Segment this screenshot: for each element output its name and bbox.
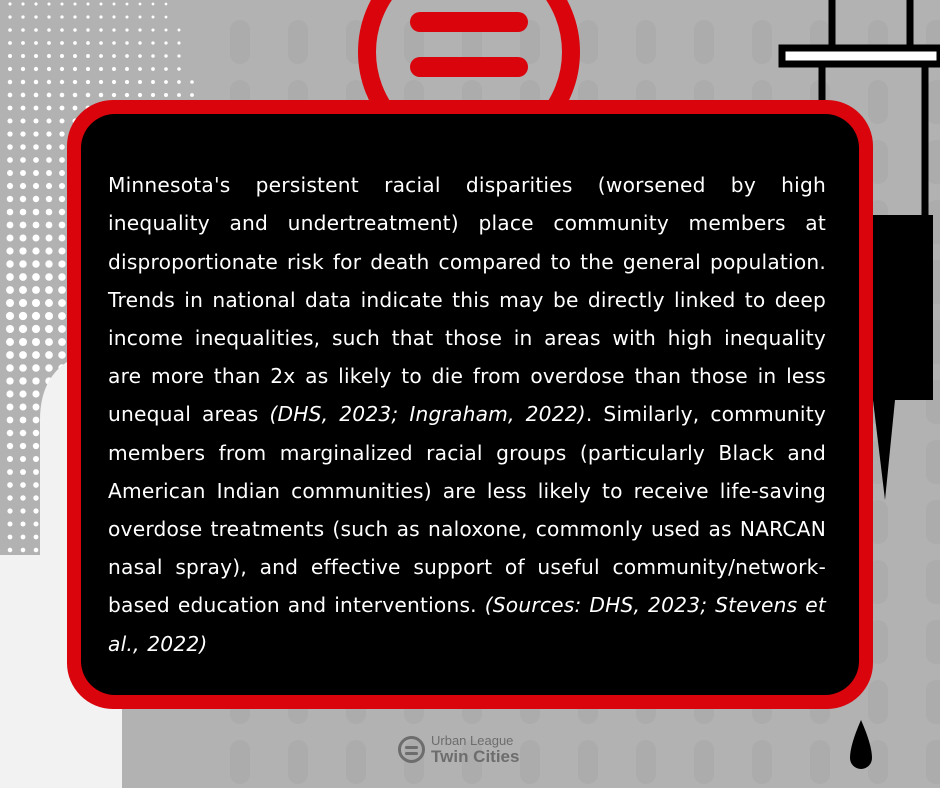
drop-icon — [850, 720, 872, 769]
halftone-dot — [20, 144, 26, 150]
logo-line-2: Twin Cities — [431, 747, 520, 766]
halftone-dot — [164, 93, 168, 97]
halftone-dot — [125, 93, 129, 97]
pill-shape — [694, 20, 714, 64]
halftone-dot — [7, 222, 14, 229]
equal-sign-circle-icon — [398, 736, 425, 763]
halftone-dot — [165, 16, 168, 19]
halftone-dot — [33, 495, 38, 500]
halftone-dot — [34, 28, 38, 32]
halftone-dot — [8, 67, 12, 71]
halftone-dot — [21, 54, 25, 58]
halftone-dot — [177, 80, 181, 84]
pill-shape — [230, 20, 250, 64]
halftone-dot — [19, 338, 27, 346]
halftone-dot — [152, 3, 155, 6]
halftone-dot — [86, 2, 89, 5]
halftone-dot — [60, 67, 64, 71]
halftone-dot — [100, 3, 103, 6]
halftone-dot — [19, 390, 26, 397]
pill-shape — [868, 680, 888, 724]
halftone-dot — [20, 430, 27, 437]
halftone-dot — [6, 247, 13, 254]
halftone-dot — [45, 299, 53, 307]
halftone-dot — [45, 312, 53, 320]
halftone-dot — [32, 273, 40, 281]
pill-shape — [636, 20, 656, 64]
halftone-dot — [46, 222, 53, 229]
halftone-dot — [34, 41, 38, 45]
halftone-dot — [20, 469, 26, 475]
halftone-dot — [58, 260, 65, 267]
halftone-dot — [33, 144, 39, 150]
pill-shape — [926, 440, 940, 484]
halftone-dot — [21, 2, 24, 5]
halftone-dot — [164, 41, 167, 44]
halftone-dot — [60, 54, 64, 58]
halftone-dot — [19, 312, 27, 320]
halftone-dot — [58, 286, 66, 294]
halftone-dot — [6, 351, 14, 359]
halftone-dot — [58, 351, 66, 359]
halftone-dot — [21, 93, 26, 98]
halftone-dot — [47, 41, 51, 45]
halftone-dot — [7, 183, 13, 189]
halftone-dot — [21, 548, 26, 553]
halftone-dot — [86, 41, 90, 45]
halftone-dot — [138, 67, 142, 71]
halftone-dot — [6, 286, 14, 294]
halftone-dot — [58, 325, 66, 333]
pill-shape — [520, 740, 540, 784]
halftone-dot — [7, 131, 12, 136]
halftone-dot — [19, 286, 27, 294]
halftone-dot — [125, 80, 129, 84]
halftone-dot — [6, 338, 14, 346]
halftone-dot — [46, 235, 53, 242]
halftone-dot — [7, 196, 13, 202]
halftone-dot — [6, 260, 13, 267]
halftone-dot — [190, 80, 194, 84]
citation-2: (Sources: DHS, 2023; Stevens et al., 2022) — [108, 593, 827, 656]
halftone-dot — [33, 482, 39, 488]
halftone-dot — [73, 67, 77, 71]
halftone-dot — [177, 67, 181, 71]
halftone-dot — [46, 118, 51, 123]
halftone-dot — [58, 247, 65, 254]
halftone-dot — [34, 80, 38, 84]
halftone-dot — [6, 234, 13, 241]
pill-shape — [694, 740, 714, 784]
halftone-dot — [34, 93, 39, 98]
halftone-dot — [6, 273, 14, 281]
halftone-dot — [45, 325, 53, 333]
halftone-dot — [47, 28, 51, 32]
halftone-dot — [8, 522, 13, 527]
halftone-dot — [125, 54, 129, 58]
halftone-dot — [33, 443, 39, 449]
halftone-dot — [8, 548, 13, 553]
halftone-dot — [32, 377, 39, 384]
halftone-dot — [99, 80, 103, 84]
halftone-dot — [32, 312, 40, 320]
halftone-dot — [33, 196, 39, 202]
halftone-dot — [33, 508, 38, 513]
body-text-2: . Similarly, community members from marginalized racial groups (particularly Black and American Indian communities) are less likely to receive life-saving overdose treatments (such as naloxone, commonly used as NARCAN nasal spray), and effective support of useful community/network-based education and interventions. — [108, 402, 826, 618]
halftone-dot — [59, 222, 66, 229]
halftone-dot — [60, 93, 65, 98]
halftone-dot — [21, 67, 25, 71]
halftone-dot — [164, 67, 168, 71]
halftone-dot — [45, 338, 53, 346]
halftone-dot — [47, 106, 52, 111]
text-card — [67, 100, 873, 709]
logo-line-1: Urban League — [431, 733, 514, 748]
halftone-dot — [125, 15, 128, 18]
halftone-dot — [99, 54, 103, 58]
halftone-dot — [34, 67, 38, 71]
pill-shape — [926, 680, 940, 724]
pill-shape — [288, 20, 308, 64]
halftone-dot — [59, 118, 64, 123]
halftone-dot — [86, 28, 89, 31]
halftone-dot — [59, 131, 64, 136]
halftone-dot — [8, 2, 11, 5]
halftone-dot — [20, 495, 25, 500]
halftone-dot — [45, 247, 52, 254]
pill-shape — [636, 740, 656, 784]
halftone-dot — [59, 235, 66, 242]
halftone-dot — [33, 131, 38, 136]
halftone-dot — [7, 430, 13, 436]
pill-shape — [868, 80, 888, 124]
halftone-dot — [99, 28, 102, 31]
halftone-dot — [46, 157, 52, 163]
halftone-dot — [19, 364, 27, 372]
halftone-dot — [8, 80, 12, 84]
halftone-dot — [178, 29, 181, 32]
halftone-dot — [33, 430, 40, 437]
halftone-dot — [7, 443, 13, 449]
halftone-dot — [73, 54, 77, 58]
halftone-dot — [138, 28, 141, 31]
halftone-dot — [112, 67, 116, 71]
halftone-dot — [125, 28, 128, 31]
pill-shape — [752, 740, 772, 784]
halftone-dot — [20, 482, 26, 488]
halftone-dot — [126, 3, 129, 6]
halftone-dot — [164, 28, 167, 31]
halftone-dot — [33, 404, 40, 411]
halftone-dot — [7, 508, 12, 513]
halftone-dot — [113, 3, 116, 6]
halftone-dot — [19, 273, 27, 281]
pill-shape — [230, 740, 250, 784]
halftone-dot — [33, 157, 39, 163]
halftone-dot — [8, 15, 11, 18]
halftone-dot — [19, 351, 27, 359]
halftone-dot — [19, 247, 26, 254]
halftone-dot — [19, 260, 26, 267]
halftone-dot — [73, 80, 77, 84]
halftone-dot — [32, 299, 40, 307]
halftone-dot — [47, 15, 50, 18]
halftone-dot — [6, 299, 14, 307]
halftone-dot — [8, 54, 12, 58]
halftone-dot — [7, 456, 13, 462]
halftone-dot — [151, 67, 155, 71]
halftone-dot — [112, 80, 116, 84]
pill-shape — [926, 500, 940, 544]
halftone-dot — [7, 404, 14, 411]
halftone-dot — [34, 522, 39, 527]
halftone-dot — [86, 54, 90, 58]
halftone-dot — [6, 390, 13, 397]
halftone-dot — [20, 131, 25, 136]
halftone-dot — [8, 535, 13, 540]
halftone-dot — [47, 80, 51, 84]
halftone-dot — [34, 535, 39, 540]
halftone-dot — [151, 28, 154, 31]
halftone-dot — [60, 28, 64, 32]
pill-shape — [288, 740, 308, 784]
halftone-dot — [8, 41, 12, 45]
halftone-dot — [33, 469, 39, 475]
halftone-dot — [60, 106, 65, 111]
halftone-dot — [139, 3, 142, 6]
halftone-dot — [125, 41, 128, 44]
halftone-dot — [125, 67, 129, 71]
halftone-dot — [21, 522, 26, 527]
halftone-dot — [60, 80, 64, 84]
halftone-dot — [73, 28, 76, 31]
halftone-dot — [99, 41, 103, 45]
halftone-dot — [45, 260, 52, 267]
halftone-dot — [46, 183, 52, 189]
halftone-dot — [6, 312, 14, 320]
halftone-dot — [46, 144, 51, 149]
halftone-dot — [20, 209, 27, 216]
halftone-dot — [21, 535, 26, 540]
halftone-dot — [138, 80, 142, 84]
citation-1: (DHS, 2023; Ingraham, 2022) — [269, 402, 586, 427]
halftone-dot — [32, 286, 40, 294]
halftone-dot — [7, 144, 13, 150]
urban-league-logo — [398, 733, 519, 766]
halftone-dot — [73, 41, 77, 45]
halftone-dot — [7, 495, 12, 500]
halftone-dot — [45, 273, 53, 281]
halftone-dot — [112, 93, 116, 97]
halftone-dot — [21, 28, 25, 32]
halftone-dot — [151, 41, 154, 44]
halftone-dot — [32, 390, 39, 397]
pill-shape — [752, 20, 772, 64]
halftone-dot — [34, 2, 37, 5]
halftone-dot — [47, 67, 51, 71]
halftone-dot — [165, 3, 168, 6]
halftone-dot — [20, 196, 26, 202]
halftone-dot — [59, 209, 66, 216]
halftone-dot — [6, 377, 13, 384]
halftone-dot — [73, 93, 78, 98]
halftone-dot — [152, 16, 155, 19]
halftone-dot — [19, 234, 26, 241]
halftone-dot — [20, 222, 27, 229]
halftone-dot — [7, 482, 13, 488]
halftone-dot — [34, 106, 39, 111]
halftone-dot — [73, 2, 76, 5]
pill-shape — [926, 560, 940, 604]
halftone-dot — [32, 234, 39, 241]
halftone-dot — [112, 28, 115, 31]
halftone-dot — [20, 157, 26, 163]
halftone-dot — [86, 67, 90, 71]
halftone-dot — [59, 157, 65, 163]
pill-shape — [346, 740, 366, 784]
halftone-dot — [6, 325, 14, 333]
body-text-1: Minnesota's persistent racial disparities (worsened by high inequality and undertreatment) place community members at disproportionate risk for death compared to the general population. Trends in national data indicate this may be directly linked to deep income inequalities, such that those in areas with high inequality are more than 2x as likely to die from overdose than those in less unequal areas — [108, 173, 826, 427]
halftone-dot — [33, 170, 39, 176]
halftone-dot — [58, 312, 66, 320]
halftone-dot — [45, 351, 53, 359]
halftone-dot — [34, 548, 39, 553]
halftone-dot — [33, 209, 40, 216]
pill-shape — [810, 740, 830, 784]
halftone-dot — [190, 93, 194, 97]
halftone-dot — [99, 93, 103, 97]
halftone-dot — [58, 338, 66, 346]
halftone-dot — [73, 15, 76, 18]
halftone-dot — [7, 157, 13, 163]
halftone-dot — [7, 170, 13, 176]
halftone-dot — [20, 404, 27, 411]
halftone-dot — [138, 54, 142, 58]
halftone-dot — [58, 299, 66, 307]
halftone-dot — [7, 469, 13, 475]
halftone-dot — [20, 508, 25, 513]
halftone-dot — [86, 80, 90, 84]
halftone-dot — [20, 170, 26, 176]
halftone-dot — [7, 118, 12, 123]
halftone-dot — [19, 325, 27, 333]
halftone-dot — [46, 209, 53, 216]
halftone-dot — [99, 67, 103, 71]
halftone-dot — [164, 80, 168, 84]
halftone-dot — [60, 2, 63, 5]
pill-shape — [926, 620, 940, 664]
halftone-dot — [60, 15, 63, 18]
halftone-dot — [60, 41, 64, 45]
halftone-dot — [46, 131, 51, 136]
halftone-dot — [19, 377, 26, 384]
halftone-dot — [112, 54, 116, 58]
pill-shape — [578, 740, 598, 784]
halftone-dot — [59, 196, 65, 202]
halftone-dot — [45, 364, 53, 372]
halftone-dot — [112, 15, 115, 18]
halftone-dot — [20, 118, 25, 123]
halftone-dot — [151, 80, 155, 84]
halftone-dot — [33, 417, 40, 424]
halftone-dot — [177, 54, 180, 57]
halftone-dot — [21, 41, 25, 45]
halftone-dot — [32, 247, 39, 254]
halftone-dot — [34, 54, 38, 58]
halftone-dot — [177, 93, 181, 97]
halftone-dot — [46, 196, 52, 202]
halftone-dot — [21, 80, 25, 84]
halftone-dot — [112, 41, 116, 45]
text-card-inner — [81, 114, 859, 695]
halftone-dot — [33, 183, 39, 189]
halftone-dot — [45, 286, 53, 294]
halftone-dot — [46, 170, 52, 176]
halftone-dot — [177, 41, 180, 44]
halftone-dot — [7, 417, 14, 424]
halftone-dot — [86, 15, 89, 18]
halftone-dot — [47, 54, 51, 58]
halftone-dot — [32, 260, 39, 267]
halftone-dot — [8, 106, 13, 111]
halftone-dot — [32, 351, 40, 359]
halftone-dot — [21, 106, 26, 111]
halftone-dot — [59, 144, 64, 149]
halftone-dot — [8, 28, 12, 32]
body-paragraph — [108, 166, 826, 663]
halftone-dot — [59, 183, 65, 189]
halftone-dot — [19, 299, 27, 307]
halftone-dot — [59, 170, 65, 176]
halftone-dot — [21, 15, 24, 18]
halftone-dot — [32, 364, 40, 372]
halftone-dot — [151, 93, 155, 97]
halftone-dot — [33, 222, 40, 229]
halftone-dot — [34, 15, 37, 18]
halftone-dot — [32, 325, 40, 333]
halftone-dot — [33, 456, 39, 462]
pill-shape — [578, 20, 598, 64]
halftone-dot — [33, 118, 38, 123]
halftone-dot — [6, 364, 14, 372]
halftone-dot — [73, 106, 78, 111]
halftone-dot — [164, 54, 167, 57]
halftone-dot — [99, 15, 102, 18]
pill-shape — [926, 740, 940, 784]
halftone-dot — [58, 273, 65, 280]
halftone-dot — [138, 93, 142, 97]
halftone-dot — [20, 417, 27, 424]
halftone-dot — [32, 338, 40, 346]
halftone-dot — [47, 2, 50, 5]
halftone-dot — [151, 54, 155, 58]
halftone-dot — [20, 183, 26, 189]
halftone-dot — [138, 15, 141, 18]
halftone-dot — [47, 93, 52, 98]
halftone-dot — [7, 209, 14, 216]
halftone-dot — [20, 456, 26, 462]
halftone-dot — [138, 41, 141, 44]
halftone-dot — [86, 93, 91, 98]
halftone-dot — [8, 93, 13, 98]
halftone-dot — [20, 443, 26, 449]
